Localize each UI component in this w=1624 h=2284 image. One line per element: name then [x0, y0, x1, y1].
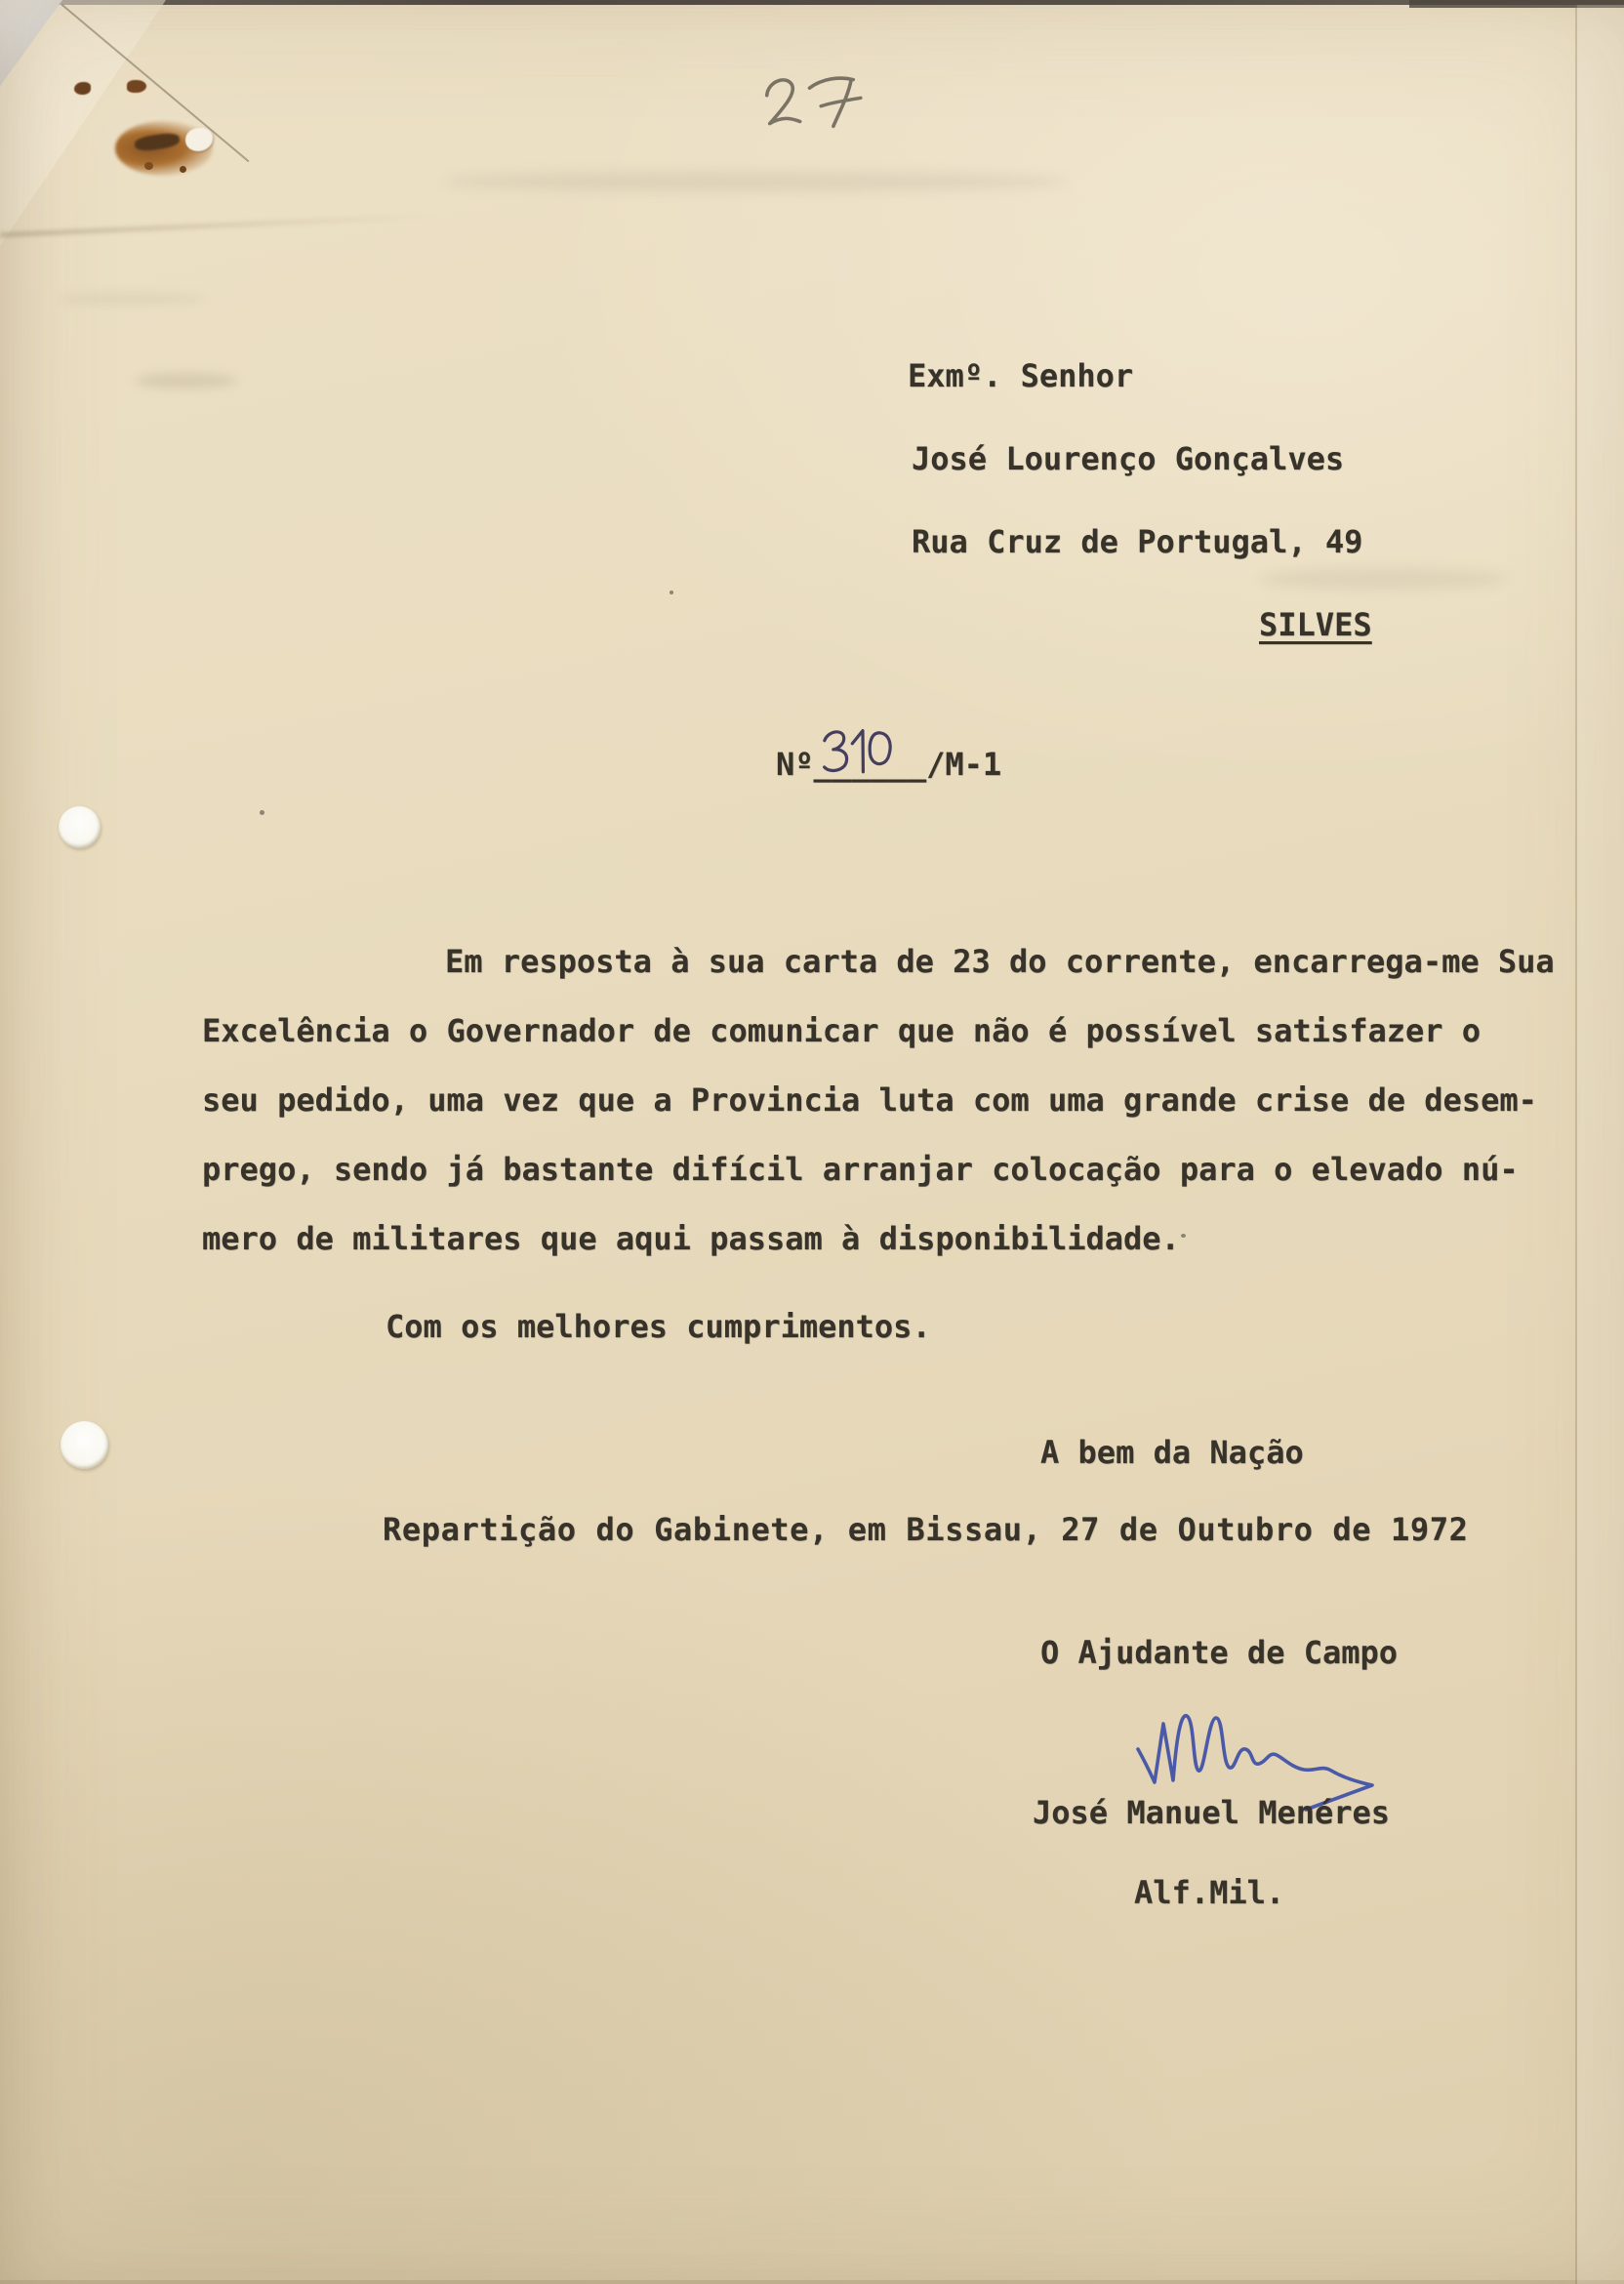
crease-shadow [0, 213, 459, 237]
body-line: prego, sendo já bastante difícil arranjar colocação para o elevado nú- [202, 1151, 1519, 1188]
reference-underline: ______ [813, 746, 927, 783]
rust-stain [127, 80, 146, 93]
handwritten-page-number [758, 68, 870, 137]
motto-line: A bem da Nação [1040, 1434, 1304, 1471]
body-line: Em resposta à sua carta de 23 do corrente, encarrega-me Sua [445, 943, 1555, 980]
rust-stain [144, 162, 153, 170]
rust-stain [180, 166, 186, 173]
ink-smudge [59, 293, 205, 305]
closing-line: Com os melhores cumprimentos. [386, 1308, 931, 1345]
scanner-edge-bottom [0, 2280, 1624, 2284]
recipient-salutation: Exmº. Senhor [908, 357, 1134, 394]
signer-name: José Manuel Menéres [1033, 1794, 1391, 1831]
paper-edge-right-band [1577, 5, 1624, 2284]
paper-speck [1181, 1234, 1186, 1238]
punch-hole [61, 1421, 108, 1469]
ink-smudge [135, 373, 237, 388]
paper-edge-right-line [1575, 5, 1577, 2284]
ink-smudge [444, 172, 1069, 191]
recipient-name: José Lourenço Gonçalves [912, 440, 1345, 477]
reference-suffix: /M-1 [926, 746, 1002, 783]
paper-speck [260, 810, 264, 815]
handwritten-reference-number [813, 717, 906, 781]
place-date-line: Repartição do Gabinete, em Bissau, 27 de Outubro de 1972 [383, 1511, 1469, 1548]
body-line: mero de militares que aqui passam à disponibilidade. [202, 1220, 1180, 1257]
recipient-street: Rua Cruz de Portugal, 49 [912, 523, 1363, 560]
scanner-edge-top [0, 0, 1624, 5]
body-line: Excelência o Governador de comunicar que não é possível satisfazer o [202, 1012, 1482, 1049]
punch-hole [59, 806, 101, 848]
recipient-city: SILVES [1259, 606, 1372, 643]
ink-smudge [1259, 568, 1508, 590]
signer-title: O Ajudante de Campo [1040, 1634, 1399, 1671]
paper-speck [670, 591, 673, 594]
reference-label: Nº [776, 746, 814, 783]
rust-stain [74, 82, 91, 95]
body-line: seu pedido, uma vez que a Provincia luta com uma grande crise de desem- [202, 1081, 1537, 1119]
signer-rank: Alf.Mil. [1134, 1874, 1285, 1911]
